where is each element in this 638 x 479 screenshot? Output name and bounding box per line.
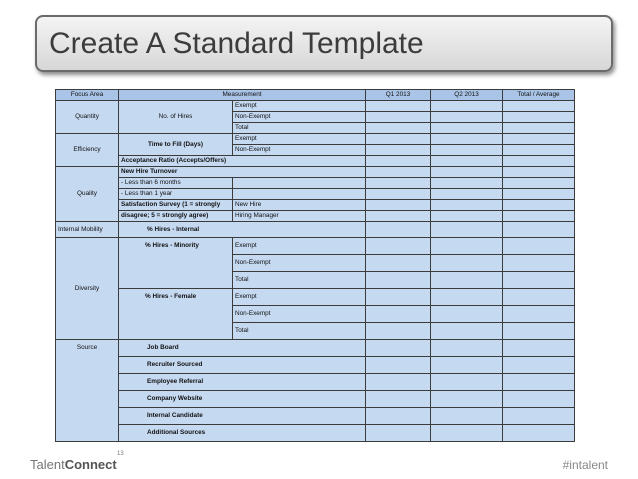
cell-q2[interactable]	[431, 357, 503, 374]
table-row	[56, 200, 575, 211]
table-row	[56, 340, 575, 357]
table-row	[56, 238, 575, 255]
measure-source: Job Board	[119, 340, 366, 357]
sub-measure: Non-Exempt	[233, 255, 366, 272]
sub-measure: Exempt	[233, 101, 366, 112]
cell-total[interactable]	[503, 340, 575, 357]
cell-total[interactable]	[503, 123, 575, 134]
sub-measure: Total	[233, 323, 366, 340]
hashtag-label: #intalent	[562, 458, 608, 472]
cell-total[interactable]	[503, 306, 575, 323]
table-row	[56, 211, 575, 222]
cell-q1[interactable]	[366, 255, 431, 272]
cell-total[interactable]	[503, 289, 575, 306]
talent-connect-logo	[30, 457, 117, 472]
cell-q1[interactable]	[366, 156, 431, 167]
cell-q1[interactable]	[366, 189, 431, 200]
cell-total[interactable]	[503, 211, 575, 222]
header-total: Total / Average	[503, 90, 575, 101]
table-row	[56, 408, 575, 425]
sub-measure: - Less than 6 months	[119, 178, 233, 189]
cell-q1[interactable]	[366, 357, 431, 374]
table-header-row	[56, 90, 575, 101]
cell-q1[interactable]	[366, 123, 431, 134]
cell-total[interactable]	[503, 391, 575, 408]
sub-measure: Total	[233, 123, 366, 134]
cell-total[interactable]	[503, 156, 575, 167]
focus-diversity: Diversity	[56, 238, 119, 340]
cell-q2[interactable]	[431, 178, 503, 189]
cell-q2[interactable]	[431, 167, 503, 178]
cell-q1[interactable]	[366, 323, 431, 340]
measure-source: Company Website	[119, 391, 366, 408]
cell-q2[interactable]	[431, 289, 503, 306]
cell-q1[interactable]	[366, 374, 431, 391]
cell-total[interactable]	[503, 425, 575, 442]
cell-q2[interactable]	[431, 238, 503, 255]
sub-measure: Exempt	[233, 238, 366, 255]
measure-hires-female: % Hires - Female	[119, 289, 233, 340]
cell-total[interactable]	[503, 323, 575, 340]
cell-total[interactable]	[503, 374, 575, 391]
cell-q2[interactable]	[431, 156, 503, 167]
table-row	[56, 189, 575, 200]
sub-measure: Non-Exempt	[233, 145, 366, 156]
cell-q1[interactable]	[366, 134, 431, 145]
header-q2: Q2 2013	[431, 90, 503, 101]
cell-q1[interactable]	[366, 167, 431, 178]
cell-q1[interactable]	[366, 340, 431, 357]
table-row	[56, 134, 575, 145]
table-row	[56, 167, 575, 178]
cell-total[interactable]	[503, 272, 575, 289]
measure-satisfaction-survey: Satisfaction Survey (1 = strongly	[119, 200, 233, 211]
cell-q2[interactable]	[431, 272, 503, 289]
cell-q1[interactable]	[366, 222, 431, 238]
cell-q1[interactable]	[366, 391, 431, 408]
measure-acceptance-ratio: Acceptance Ratio (Accepts/Offers)	[119, 156, 366, 167]
cell-total[interactable]	[503, 145, 575, 156]
measure-source: Internal Candidate	[119, 408, 366, 425]
cell-total[interactable]	[503, 101, 575, 112]
cell-total[interactable]	[503, 134, 575, 145]
sub-measure: Hiring Manager	[233, 211, 366, 222]
focus-internal-mobility: Internal Mobility	[56, 222, 119, 238]
focus-quality: Quality	[56, 167, 119, 222]
table-row	[56, 391, 575, 408]
cell-q1[interactable]	[366, 178, 431, 189]
sub-measure: - Less than 1 year	[119, 189, 233, 200]
brand-bold-text: Connect	[64, 457, 117, 472]
slide-title: Create A Standard Template	[49, 27, 424, 60]
cell-q1[interactable]	[366, 101, 431, 112]
sub-measure: New Hire	[233, 200, 366, 211]
cell-q2[interactable]	[431, 211, 503, 222]
cell-total[interactable]	[503, 357, 575, 374]
cell-q1[interactable]	[366, 408, 431, 425]
table-row	[56, 156, 575, 167]
cell-q2[interactable]	[431, 323, 503, 340]
table-row	[56, 374, 575, 391]
table-row	[56, 101, 575, 112]
sub-measure: Non-Exempt	[233, 112, 366, 123]
measure-source: Employee Referral	[119, 374, 366, 391]
cell-q1[interactable]	[366, 211, 431, 222]
table-row	[56, 425, 575, 442]
cell-q2[interactable]	[431, 306, 503, 323]
empty-cell	[233, 178, 366, 189]
standard-template-table	[55, 89, 575, 442]
cell-q2[interactable]	[431, 255, 503, 272]
cell-q2[interactable]	[431, 134, 503, 145]
title-banner	[35, 15, 613, 72]
cell-q1[interactable]	[366, 306, 431, 323]
measure-source: Recruiter Sourced	[119, 357, 366, 374]
cell-q2[interactable]	[431, 145, 503, 156]
measure-new-hire-turnover: New Hire Turnover	[119, 167, 366, 178]
logo-superscript: 13	[117, 451, 124, 457]
cell-q1[interactable]	[366, 112, 431, 123]
cell-q2[interactable]	[431, 425, 503, 442]
table-row	[56, 289, 575, 306]
sub-measure: Total	[233, 272, 366, 289]
measure-hires-internal: % Hires - Internal	[119, 222, 366, 238]
header-q1: Q1 2013	[366, 90, 431, 101]
cell-q2[interactable]	[431, 374, 503, 391]
table-row	[56, 178, 575, 189]
cell-total[interactable]	[503, 178, 575, 189]
cell-total[interactable]	[503, 167, 575, 178]
header-focus-area: Focus Area	[56, 90, 119, 101]
cell-total[interactable]	[503, 255, 575, 272]
empty-cell	[233, 189, 366, 200]
measure-source: Additional Sources	[119, 425, 366, 442]
focus-source: Source	[56, 340, 119, 442]
measure-hires-minority: % Hires - Minority	[119, 238, 233, 289]
sub-measure: Exempt	[233, 134, 366, 145]
cell-q1[interactable]	[366, 200, 431, 211]
cell-q1[interactable]	[366, 238, 431, 255]
sub-measure: Exempt	[233, 289, 366, 306]
cell-total[interactable]	[503, 222, 575, 238]
header-measurement: Measurement	[119, 90, 366, 101]
brand-light-text: Talent	[30, 457, 65, 472]
table-row	[56, 222, 575, 238]
cell-q2[interactable]	[431, 200, 503, 211]
cell-q1[interactable]	[366, 145, 431, 156]
table-row	[56, 357, 575, 374]
cell-total[interactable]	[503, 200, 575, 211]
cell-q2[interactable]	[431, 101, 503, 112]
cell-total[interactable]	[503, 112, 575, 123]
cell-q2[interactable]	[431, 408, 503, 425]
sub-measure: Non-Exempt	[233, 306, 366, 323]
cell-total[interactable]	[503, 408, 575, 425]
cell-q2[interactable]	[431, 222, 503, 238]
cell-total[interactable]	[503, 238, 575, 255]
focus-efficiency: Efficiency	[56, 134, 119, 167]
measure-time-to-fill: Time to Fill (Days)	[119, 134, 233, 156]
measure-satisfaction-scale: disagree; 5 = strongly agree)	[119, 211, 233, 222]
measure-no-of-hires: No. of Hires	[119, 101, 233, 134]
cell-q2[interactable]	[431, 189, 503, 200]
cell-q1[interactable]	[366, 425, 431, 442]
cell-q2[interactable]	[431, 340, 503, 357]
cell-total[interactable]	[503, 189, 575, 200]
focus-quantity: Quantity	[56, 101, 119, 134]
cell-q2[interactable]	[431, 112, 503, 123]
cell-q2[interactable]	[431, 123, 503, 134]
cell-q2[interactable]	[431, 391, 503, 408]
cell-q1[interactable]	[366, 272, 431, 289]
cell-q1[interactable]	[366, 289, 431, 306]
